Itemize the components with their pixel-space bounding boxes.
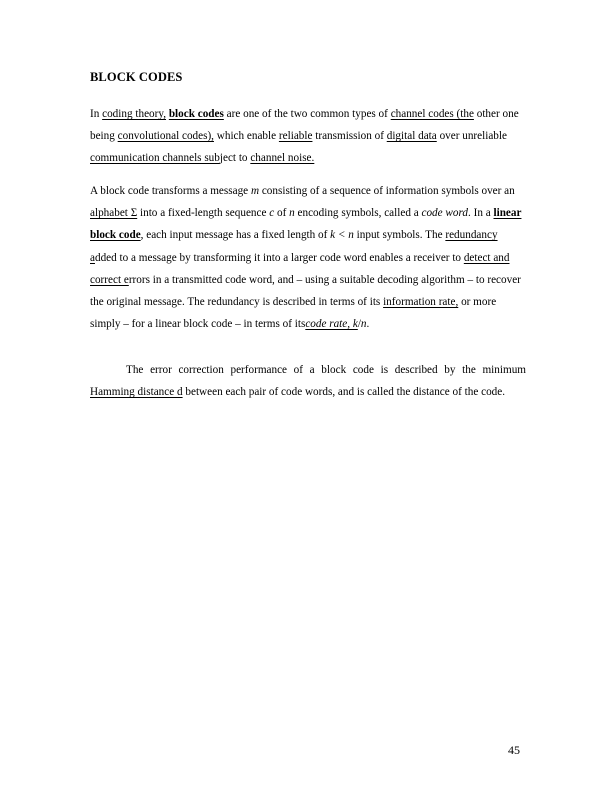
link-hamming-distance[interactable]: Hamming distance d	[90, 386, 183, 399]
link-reliable[interactable]: reliable	[278, 130, 313, 143]
link-channel-noise[interactable]: channel noise.	[250, 152, 315, 165]
term-code-word: code word	[421, 207, 468, 220]
text-run: , each input message has a fixed length of	[140, 229, 331, 242]
text-run: The error correction performance of a block code is described by the minimum	[126, 364, 526, 376]
text-run: other one being	[90, 108, 519, 143]
link-channel-codes[interactable]: channel codes (the	[390, 108, 474, 120]
text-run: In	[90, 108, 103, 120]
page-heading: BLOCK CODES	[90, 70, 183, 84]
link-redundancy[interactable]: redundancy a	[90, 229, 498, 264]
text-run: .	[366, 318, 370, 331]
link-convolutional-codes[interactable]: convolutional codes),	[117, 130, 214, 143]
text-run: transmission of	[312, 130, 387, 143]
paragraph-block-code-definition	[90, 180, 526, 335]
text-run: over unreliable	[436, 130, 507, 143]
symbol-n: n	[360, 318, 367, 331]
text-run: are one of the two common types of	[223, 108, 391, 120]
link-code-rate[interactable]: code rate, k	[305, 318, 358, 331]
paragraph-intro	[90, 103, 526, 170]
link-alphabet[interactable]: alphabet Σ	[90, 207, 138, 220]
text-run: or more simply – for a linear block code – in terms of its	[90, 296, 497, 331]
text-run: input symbols. The	[353, 229, 446, 242]
symbol-k-less-than-n: k < n	[330, 229, 354, 242]
text-run: /	[357, 318, 361, 331]
link-communication-channels[interactable]: communication channels sub	[90, 152, 220, 165]
link-detect-correct-errors[interactable]: detect and correct e	[90, 251, 510, 286]
symbol-m: m	[250, 185, 260, 197]
text-run: . In a	[468, 207, 494, 220]
text-run: encoding symbols, called a	[294, 207, 422, 220]
text-run: of	[274, 207, 290, 220]
text-run: into a fixed-length sequence	[137, 207, 270, 220]
text-run: between each pair of code words, and is called the distance of the code.	[182, 386, 506, 399]
text-run: consisting of a sequence of information symbols over an	[259, 185, 515, 197]
page-number: 45	[508, 743, 520, 757]
symbol-n: n	[289, 207, 295, 220]
link-coding-theory[interactable]: coding theory,	[102, 108, 167, 120]
text-run: ject to	[219, 152, 251, 165]
link-digital-data[interactable]: digital data	[386, 130, 437, 143]
link-information-rate[interactable]: information rate,	[383, 296, 459, 309]
text-run: A block code transforms a message	[90, 185, 251, 197]
text-run: rrors in a transmitted code word, and – using a suitable decoding algorithm – to recover the original message. The redundancy is described in terms of its	[90, 273, 521, 309]
text-run: which enable	[213, 130, 279, 143]
link-linear-block-code[interactable]: linear block code	[90, 207, 522, 242]
paragraph-hamming-distance	[90, 359, 526, 403]
text-run: dded to a message by transforming it into a larger code word enables a receiver to	[94, 251, 464, 264]
symbol-c: c	[269, 207, 275, 220]
link-block-codes[interactable]: block codes	[168, 108, 224, 120]
